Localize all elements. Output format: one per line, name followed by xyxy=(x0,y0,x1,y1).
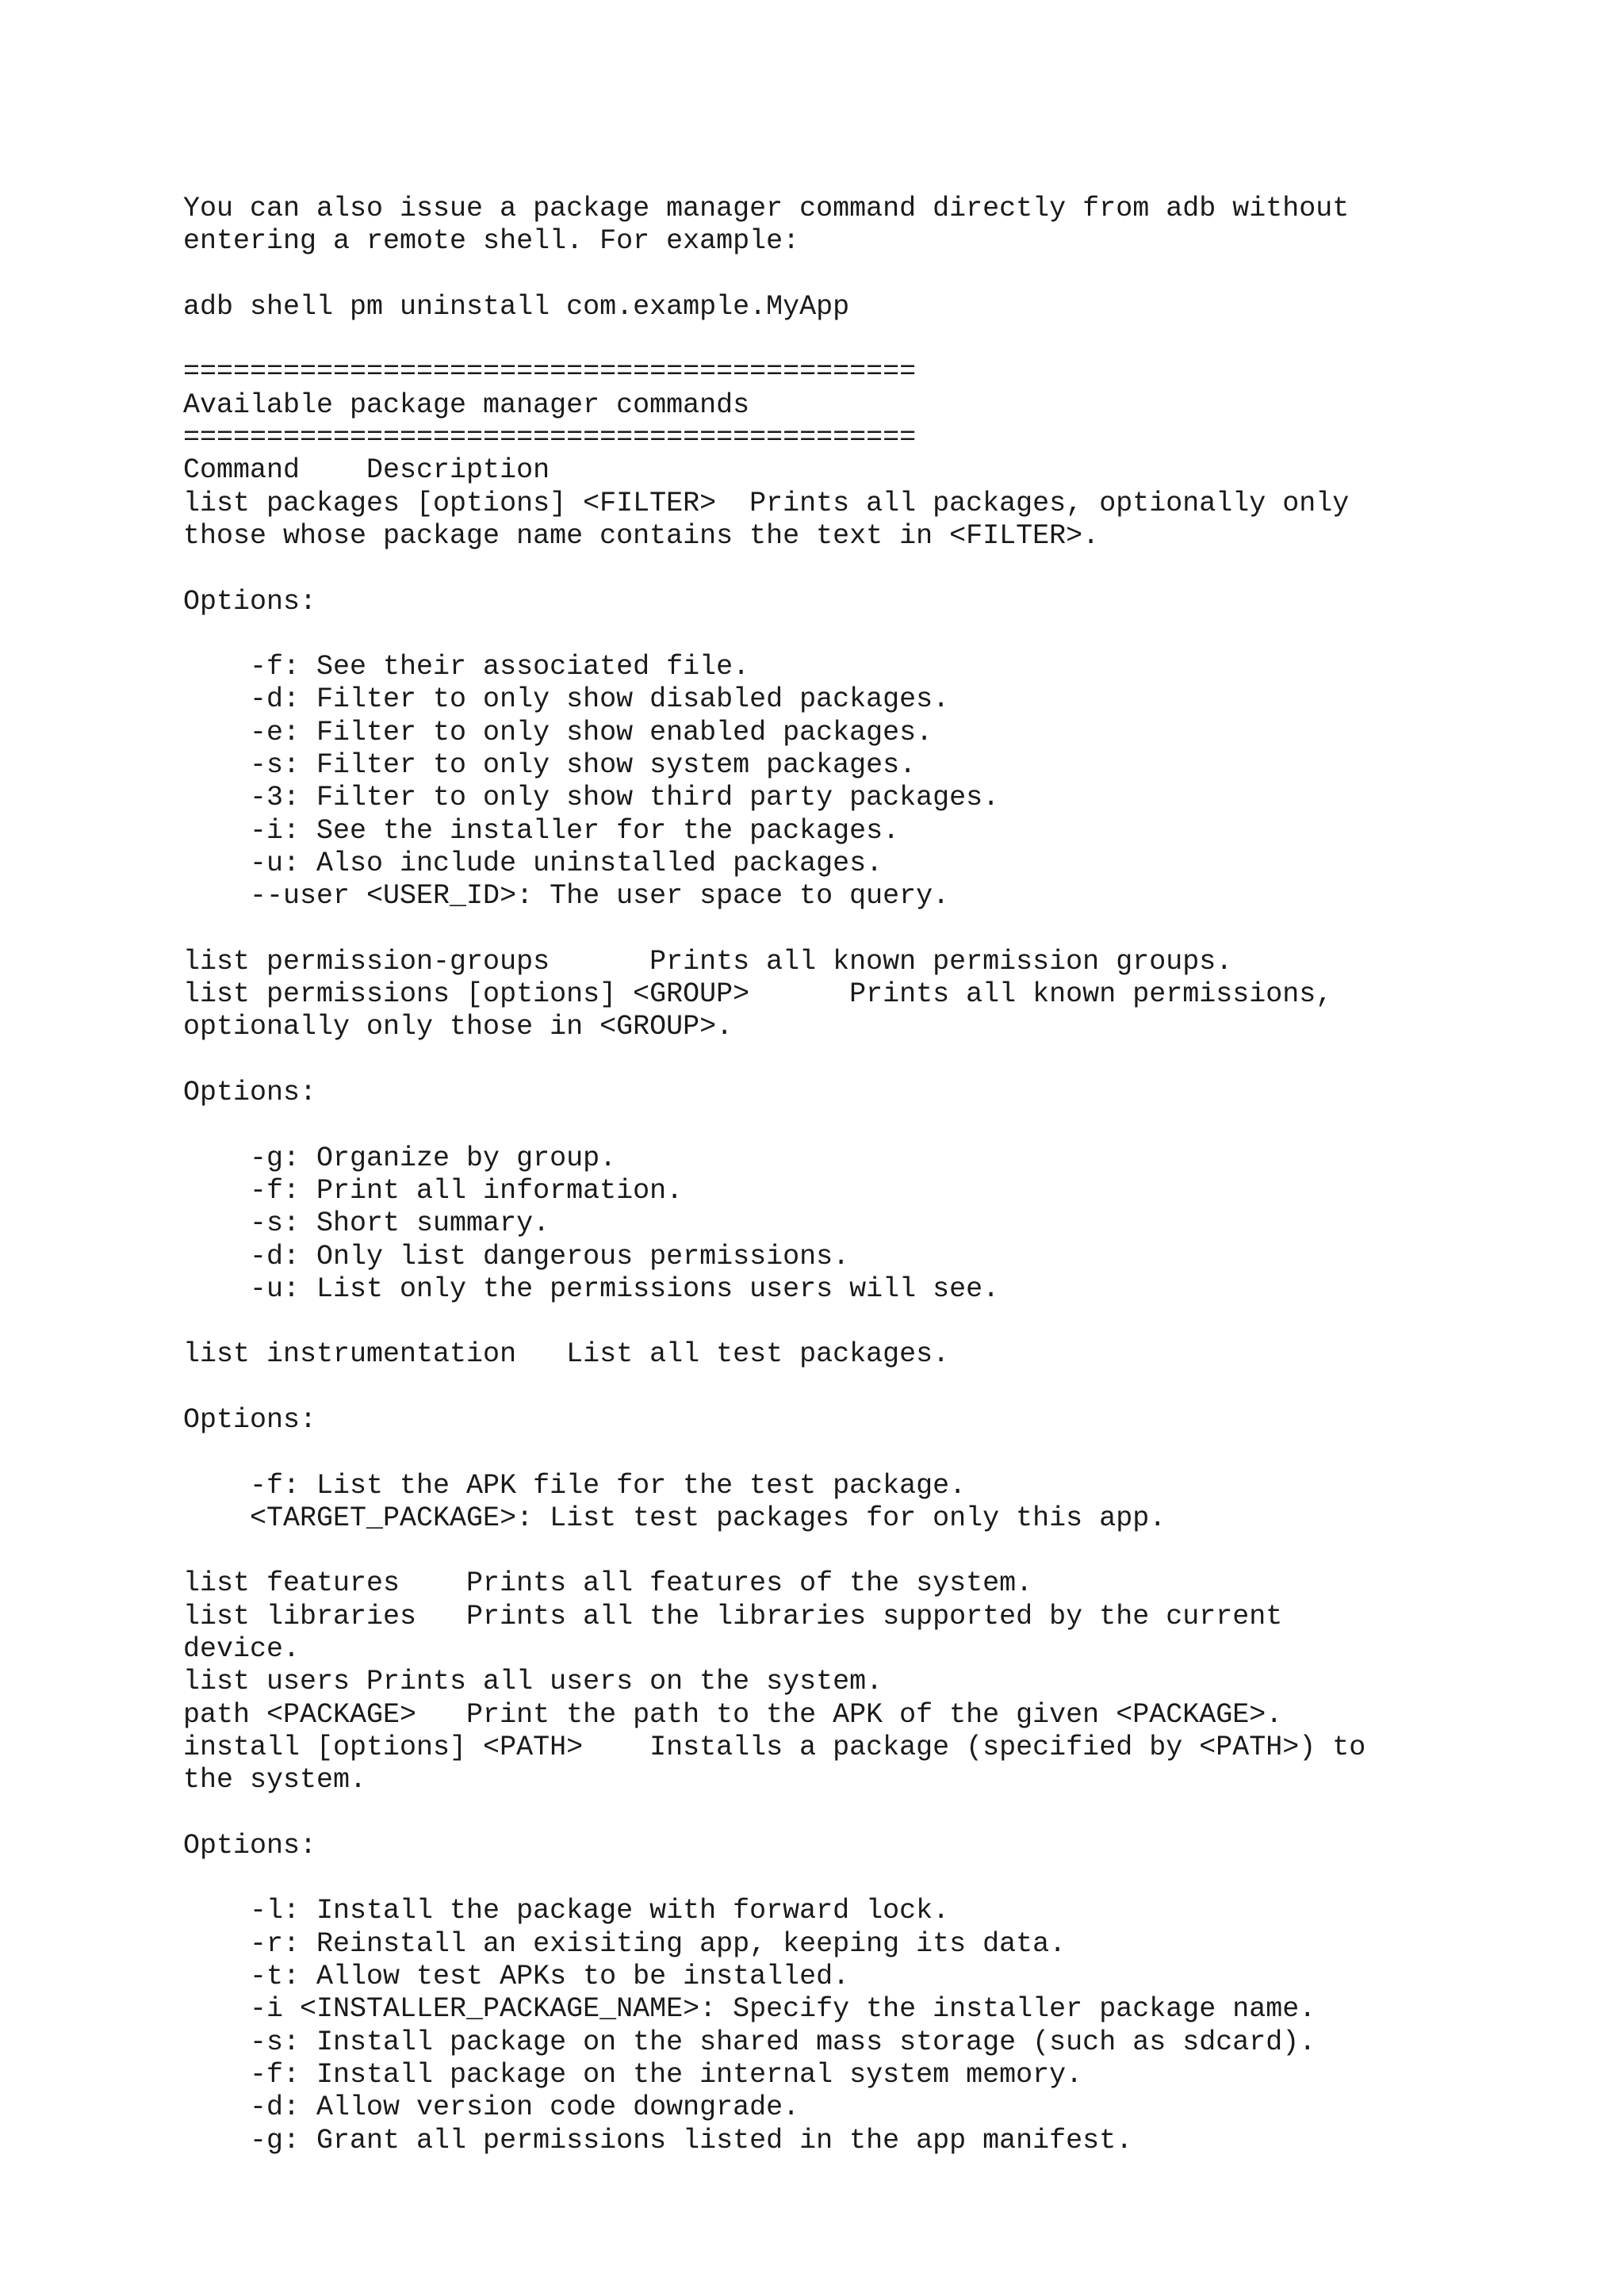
option-line: -r: Reinstall an exisiting app, keeping its data. xyxy=(183,1927,1067,1960)
command-list-packages: list packages [options] <FILTER> Prints all packages, optionally only xyxy=(183,487,1350,519)
options-label: Options: xyxy=(183,1403,317,1436)
option-line: -f: Print all information. xyxy=(183,1174,684,1207)
command-list-permissions: list permissions [options] <GROUP> Prints all known permissions, xyxy=(183,978,1333,1011)
blank-line xyxy=(183,618,1603,651)
command-list-features: list features Prints all features of the system. xyxy=(183,1567,1033,1600)
command-list-libraries-cont: device. xyxy=(183,1633,301,1666)
option-line: -f: List the APK file for the test package. xyxy=(183,1469,967,1502)
blank-line xyxy=(183,1862,1603,1895)
blank-line xyxy=(183,913,1603,946)
option-line: -f: See their associated file. xyxy=(183,651,750,683)
command-list-permissions-cont: optionally only those in <GROUP>. xyxy=(183,1011,733,1043)
section-heading: Available package manager commands xyxy=(183,388,750,421)
blank-line xyxy=(183,1306,1603,1338)
option-line: -s: Filter to only show system packages. xyxy=(183,749,917,782)
command-install-cont: the system. xyxy=(183,1764,367,1797)
separator-line: ============================================ xyxy=(183,422,917,454)
options-label: Options: xyxy=(183,585,317,618)
option-line: <TARGET_PACKAGE>: List test packages for only this app. xyxy=(183,1502,1166,1534)
option-line: -3: Filter to only show third party packages. xyxy=(183,782,1000,814)
command-install: install [options] <PATH> Installs a package (specified by <PATH>) to xyxy=(183,1731,1366,1763)
option-line: -i: See the installer for the packages. xyxy=(183,814,900,847)
command-list-libraries: list libraries Prints all the libraries supported by the current xyxy=(183,1600,1283,1632)
option-line: --user <USER_ID>: The user space to query. xyxy=(183,880,950,913)
blank-line xyxy=(183,1535,1603,1567)
command-list-packages-cont: those whose package name contains the text in <FILTER>. xyxy=(183,519,1100,552)
intro-line-2: entering a remote shell. For example: xyxy=(183,225,800,258)
example-command: adb shell pm uninstall com.example.MyApp xyxy=(183,290,850,323)
option-line: -i <INSTALLER_PACKAGE_NAME>: Specify the installer package name. xyxy=(183,1993,1316,2026)
option-line: -u: Also include uninstalled packages. xyxy=(183,847,883,879)
separator-line: ============================================ xyxy=(183,356,917,388)
option-line: -d: Only list dangerous permissions. xyxy=(183,1240,850,1272)
command-list-permission-groups: list permission-groups Prints all known permission groups. xyxy=(183,945,1233,978)
blank-line xyxy=(183,1437,1603,1469)
option-line: -t: Allow test APKs to be installed. xyxy=(183,1961,850,1993)
blank-line xyxy=(183,1797,1603,1830)
option-line: -u: List only the permissions users will see. xyxy=(183,1272,1000,1305)
option-line: -s: Short summary. xyxy=(183,1207,550,1240)
option-line: -e: Filter to only show enabled packages. xyxy=(183,716,933,748)
option-line: -d: Allow version code downgrade. xyxy=(183,2091,800,2124)
option-line: -g: Organize by group. xyxy=(183,1142,617,1174)
options-label: Options: xyxy=(183,1077,317,1109)
option-line: -g: Grant all permissions listed in the app manifest. xyxy=(183,2124,1133,2156)
option-line: -s: Install package on the shared mass storage (such as sdcard). xyxy=(183,2026,1316,2058)
command-list-users: list users Prints all users on the system. xyxy=(183,1666,883,1698)
blank-line xyxy=(183,1109,1603,1142)
blank-line xyxy=(183,1372,1603,1404)
blank-line xyxy=(183,323,1603,356)
intro-line-1: You can also issue a package manager command directly from adb without xyxy=(183,193,1350,224)
command-path: path <PACKAGE> Print the path to the APK of the given <PACKAGE>. xyxy=(183,1698,1283,1731)
document-body xyxy=(183,193,1603,2157)
table-header: Command Description xyxy=(183,454,550,487)
blank-line xyxy=(183,1044,1603,1077)
command-list-instrumentation: list instrumentation List all test packages. xyxy=(183,1338,950,1371)
blank-line xyxy=(183,553,1603,585)
option-line: -d: Filter to only show disabled packages. xyxy=(183,683,950,716)
blank-line xyxy=(183,258,1603,291)
option-line: -l: Install the package with forward lock. xyxy=(183,1895,950,1927)
option-line: -f: Install package on the internal system memory. xyxy=(183,2058,1083,2091)
options-label: Options: xyxy=(183,1829,317,1862)
